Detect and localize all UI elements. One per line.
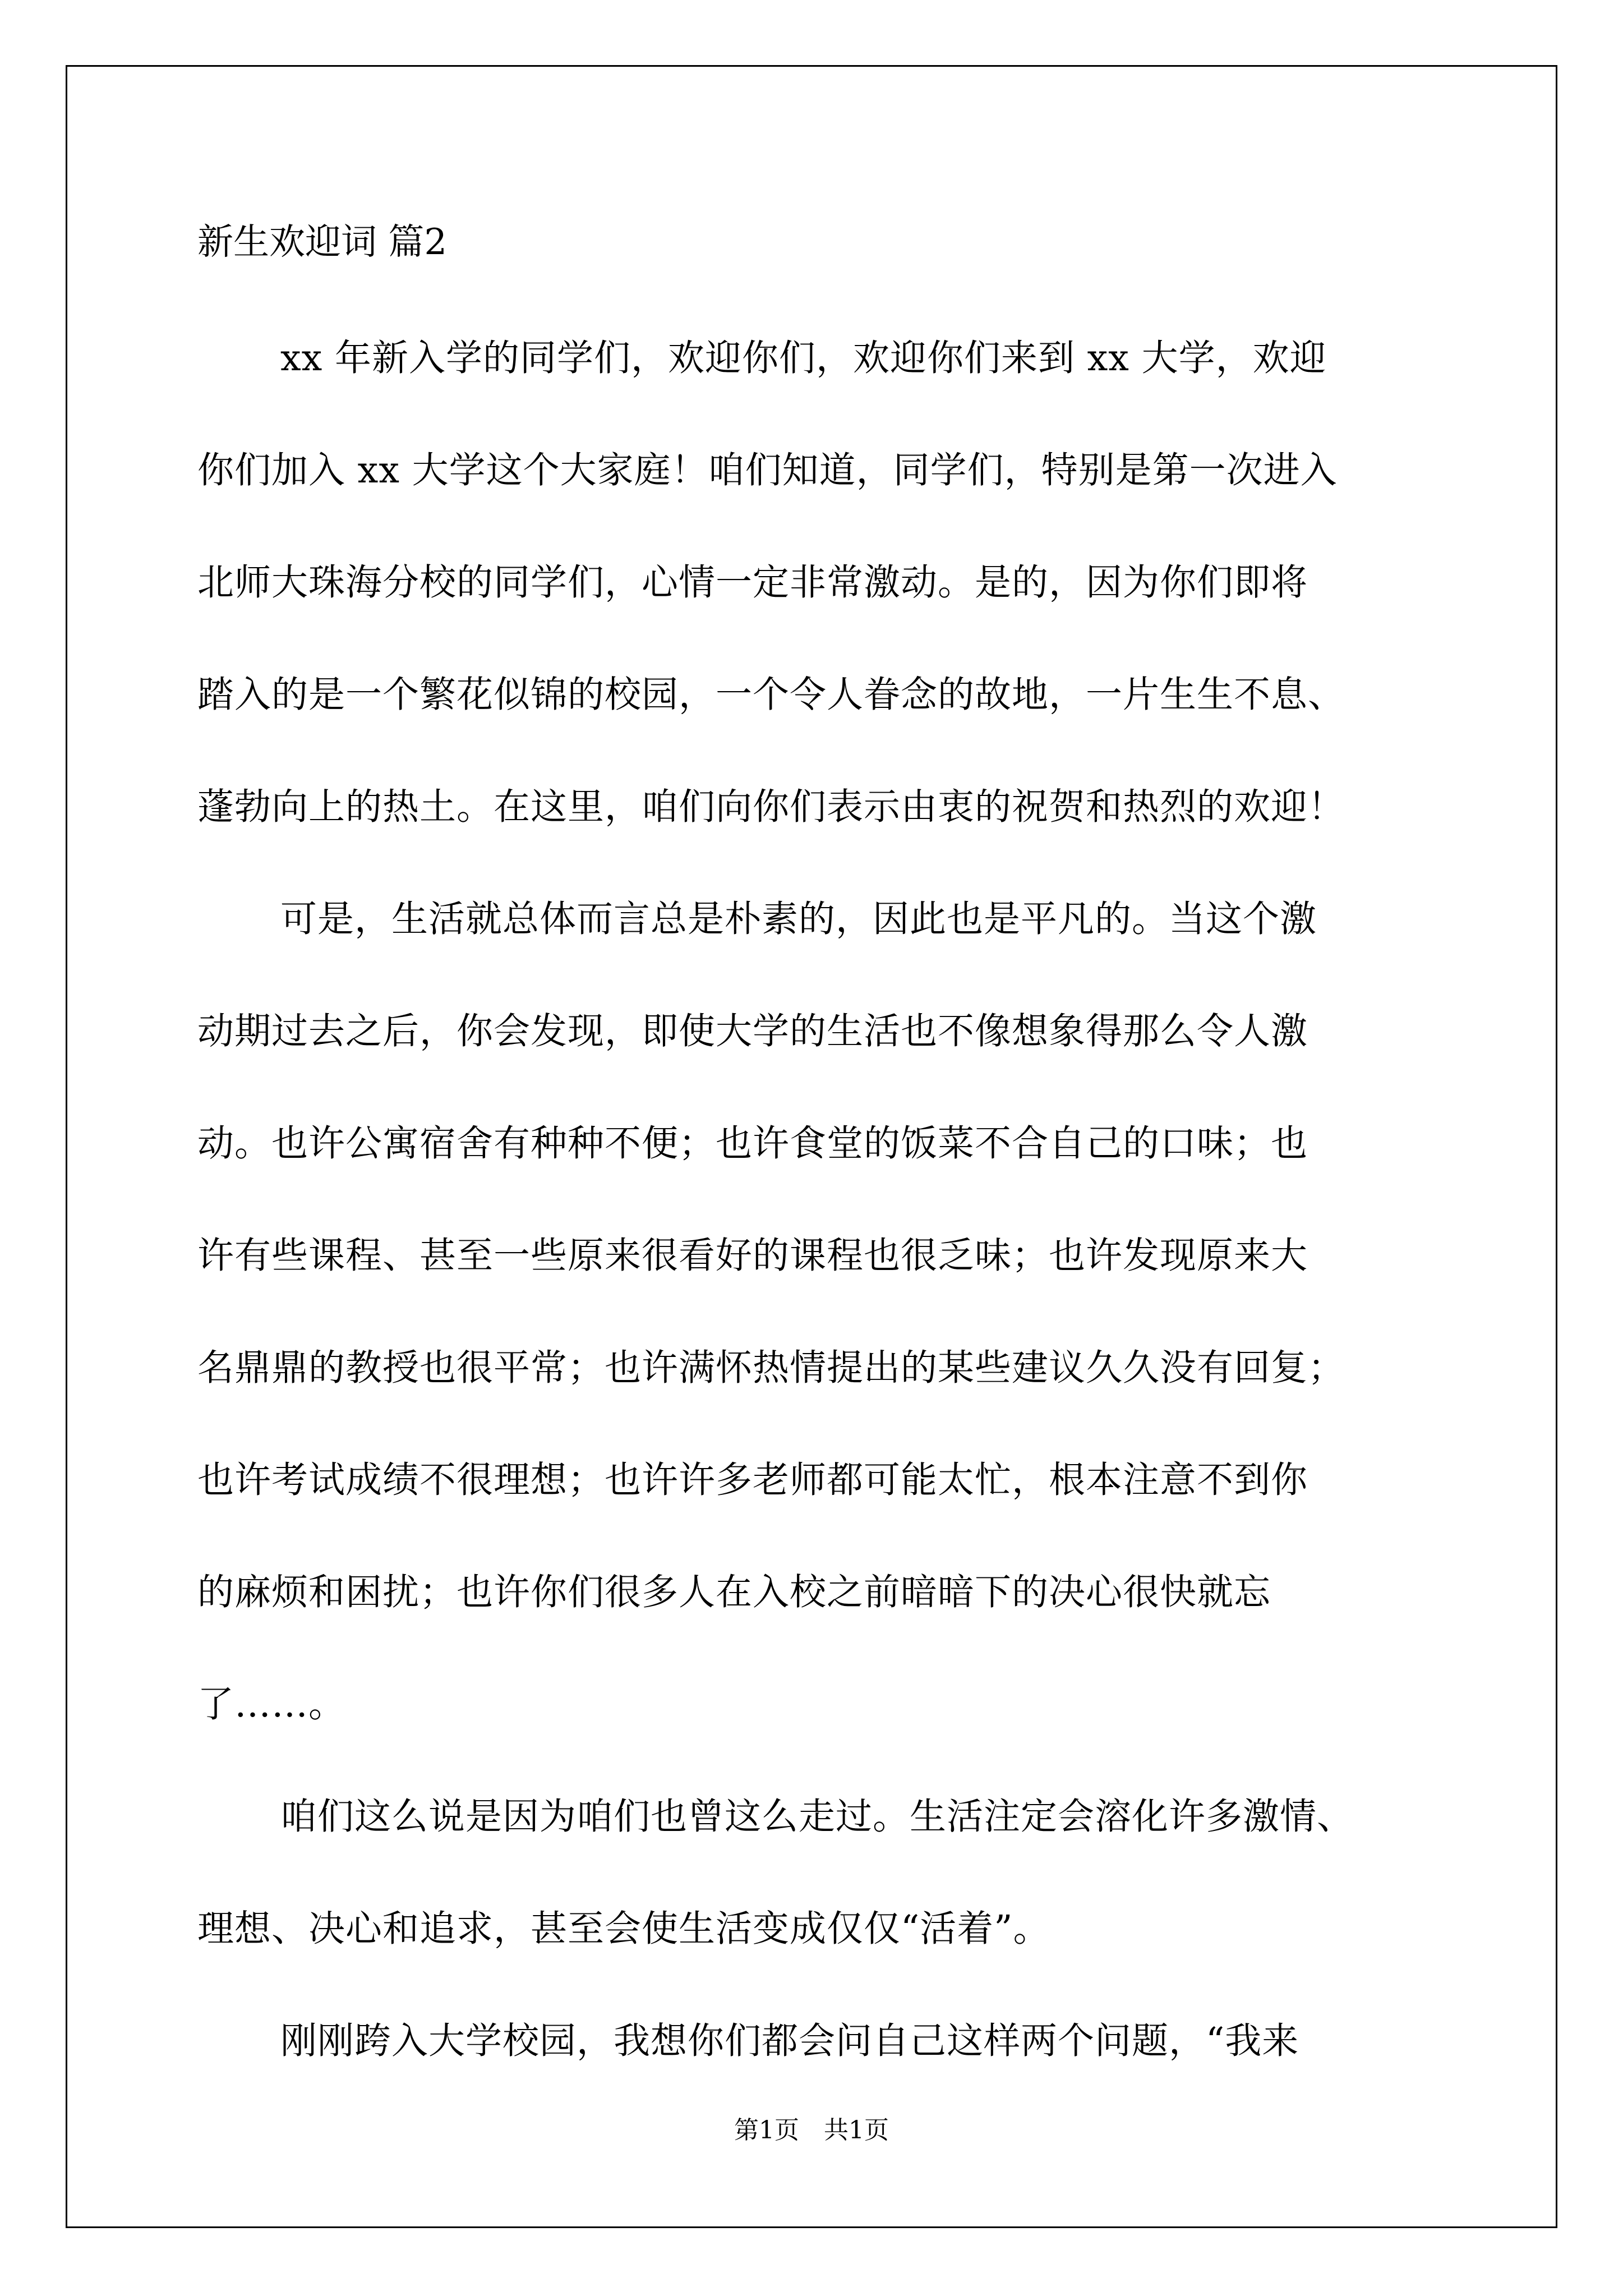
page-number-footer: 第1页 共1页 — [734, 2116, 889, 2145]
paragraph-2-line-3: 动。也许公寓宿舍有种种不便；也许食堂的饭菜不合自己的口味；也 — [197, 1122, 1308, 1165]
paragraph-3-line-2: 理想、决心和追求，甚至会使生活变成仅仅“活着”。 — [197, 1908, 1050, 1950]
document-title: 新生欢迎词 篇2 — [197, 222, 448, 263]
paragraph-2-line-5: 名鼎鼎的教授也很平常；也许满怀热情提出的某些建议久久没有回复； — [197, 1347, 1345, 1389]
paragraph-4-line-1: 刚刚跨入大学校园，我想你们都会问自己这样两个问题，“我来 — [280, 2020, 1299, 2062]
paragraph-2-line-6: 也许考试成绩不很理想；也许许多老师都可能太忙，根本注意不到你 — [197, 1459, 1308, 1501]
paragraph-2-line-1: 可是，生活就总体而言总是朴素的，因此也是平凡的。当这个激 — [280, 898, 1317, 940]
paragraph-2-line-4: 许有些课程、甚至一些原来很看好的课程也很乏味；也许发现原来大 — [197, 1235, 1308, 1277]
paragraph-2-line-8: 了……。 — [197, 1683, 346, 1726]
paragraph-2-line-7: 的麻烦和困扰；也许你们很多人在入校之前暗暗下的决心很快就忘 — [197, 1571, 1271, 1613]
paragraph-1-line-1: xx 年新入学的同学们，欢迎你们，欢迎你们来到 xx 大学，欢迎 — [280, 337, 1327, 379]
paragraph-3-line-1: 咱们这么说是因为咱们也曾这么走过。生活注定会溶化许多激情、 — [280, 1796, 1354, 1838]
paragraph-1-line-3: 北师大珠海分校的同学们，心情一定非常激动。是的，因为你们即将 — [197, 562, 1308, 604]
paragraph-1-line-2: 你们加入 xx 大学这个大家庭！咱们知道，同学们，特别是第一次进入 — [197, 449, 1338, 491]
paragraph-1-line-4: 踏入的是一个繁花似锦的校园，一个令人眷念的故地，一片生生不息、 — [197, 674, 1345, 716]
paragraph-1-line-5: 蓬勃向上的热土。在这里，咱们向你们表示由衷的祝贺和热烈的欢迎！ — [197, 786, 1345, 828]
paragraph-2-line-2: 动期过去之后，你会发现，即使大学的生活也不像想象得那么令人激 — [197, 1010, 1308, 1052]
